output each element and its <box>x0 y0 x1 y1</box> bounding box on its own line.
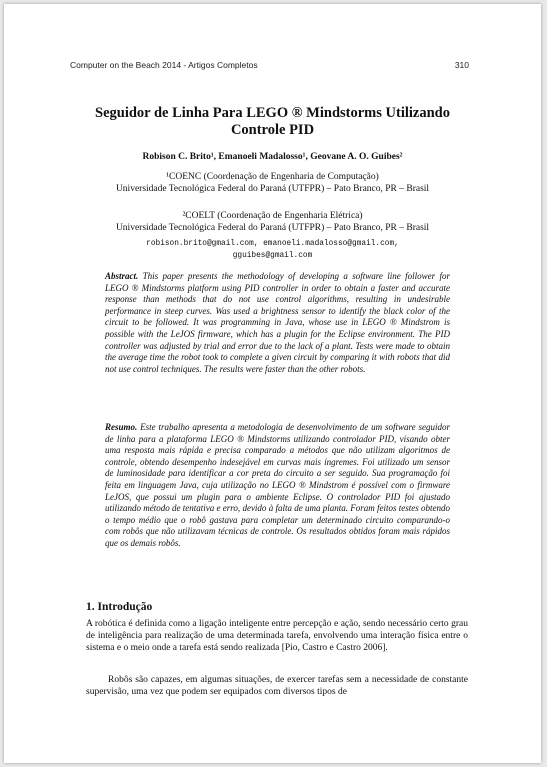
abstract-english <box>105 271 450 375</box>
resumo-text: Este trabalho apresenta a metodologia de desenvolvimento de um software seguidor de linha para a plataforma LEGO ® Mindstorms utilizando controlador PID, visando obter uma resposta mais rápida e precisa comparado a métodos que não utilizam algoritmos de controle, obtendo desempenho indesejável em curvas mais íngremes. Foi utilizado um sensor de luminosidade para identificar a cor preta do circuito a ser seguido. Sua programação foi feita em linguagem Java, cuja utilização no LEGO ® Mindstrom é possível com o firmware LeJOS, que possui um plugin para o ambiente Eclipse. O controlador PID foi ajustado utilizando método de tentativa e erro, devido à falta de uma planta. Foram feitos testes obtendo o tempo médio que o robô gastava para completar um determinado circuito comparando-o com robôs que não utilizavam técnicas de controle. Os resultados obtidos foram mais rápidos que os demais robôs. <box>105 422 450 548</box>
body-paragraph: Robôs são capazes, em algumas situações, de exercer tarefas sem a necessidade de constante supervisão, uma vez que podem ser equipados com diversos tipos de <box>86 675 468 698</box>
affiliation-institution: Universidade Tecnológica Federal do Paraná (UTFPR) – Pato Branco, PR – Brasil <box>115 222 430 233</box>
author-emails <box>44 239 501 262</box>
running-header <box>70 60 469 70</box>
running-title: Computer on the Beach 2014 - Artigos Completos <box>70 60 258 70</box>
section-heading: 1. Introdução <box>86 601 153 613</box>
abstract-portuguese <box>105 422 450 550</box>
affiliation-dept: ²COELT (Coordenação de Engenharia Elétrica) <box>182 211 363 221</box>
resumo-label: Resumo. <box>105 422 138 432</box>
email-line-2: gguibes@gmail.com <box>232 251 313 260</box>
affiliation-dept: ¹COENC (Coordenação de Engenharia de Computação) <box>166 172 379 182</box>
page-number: 310 <box>454 60 469 70</box>
email-line-1: robison.brito@gmail.com, emanoeli.madalosso@gmail.com, <box>146 240 399 248</box>
abstract-label: Abstract. <box>105 271 139 281</box>
paper-title <box>64 105 481 139</box>
author-list: Robison C. Brito¹, Emanoeli Madalosso¹, Geovane A. O. Guibes² <box>142 152 403 162</box>
body-paragraph: A robótica é definida como a ligação inteligente entre percepção e ação, sendo necessário certo grau de inteligência para realização de uma determinada tarefa, envolvendo uma interação física entre o sistema e o meio onde a tarefa está sendo realizada [Pio, Castro e Castro 2006]. <box>86 619 468 654</box>
document-page <box>4 4 541 763</box>
title-line-1: Seguidor de Linha Para LEGO ® Mindstorms Utilizando <box>95 105 450 121</box>
affiliation-institution: Universidade Tecnológica Federal do Paraná (UTFPR) – Pato Branco, PR – Brasil <box>115 183 430 194</box>
title-line-2: Controle PID <box>230 122 315 138</box>
affiliation-1 <box>44 172 501 195</box>
abstract-text: This paper presents the methodology of developing a software line follower for LEGO ® Mindstorms platform using PID controller in order to obtain a faster and accurate response than methods that do not use control algorithms, resulting in undesirable performance in steep curves. Was used a brightness sensor to identify the black color of the circuit to be followed. It was programming in Java, whose use in LEGO ® Mindstrom is possible with the LeJOS firmware, which has a plugin for the Eclipse environment. The PID controller was adjusted by trial and error due to the lack of a plant. Tests were made to obtain the average time the robot took to complete a given circuit by comparing it with robots that did not use control techniques. The results were faster than the other robots. <box>105 271 451 374</box>
affiliation-2 <box>44 211 501 234</box>
